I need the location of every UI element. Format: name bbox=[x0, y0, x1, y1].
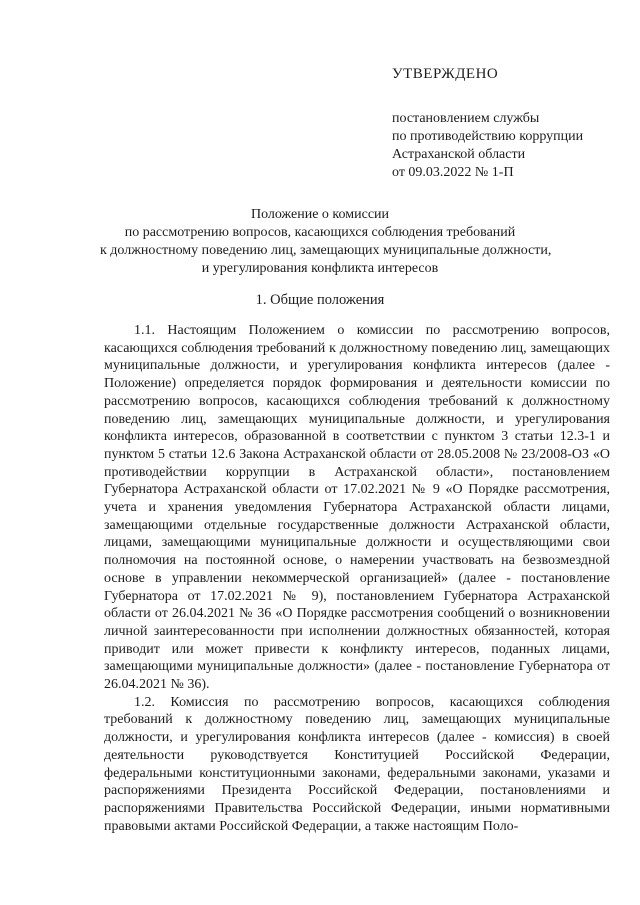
approval-line: по противодействию коррупции bbox=[392, 129, 584, 144]
document-title bbox=[100, 206, 552, 278]
section-heading: 1. Общие положения bbox=[255, 292, 385, 308]
body-text bbox=[104, 322, 610, 835]
paragraph: 1.2. Комиссия по рассмотрению вопросов, касающихся соблюдения требований к должностному поведению лиц, замещающих муниципальные должности, и урегулирования конфликта интересов (далее - комиссия) в своей деятельности руководствуется Конституцией Российской Федерации, федеральными конституционными законами, федеральными законами, указами и распоряжениями Президента Российской Федерации, постановлениями и распоряжениями Правительства Российской Федерации, иными нормативными правовыми актами Российской Федерации, а также настоящим Поло- bbox=[104, 694, 610, 834]
approval-line: от 09.03.2022 № 1-П bbox=[392, 165, 514, 180]
approval-block bbox=[392, 110, 583, 182]
paragraph: 1.1. Настоящим Положением о комиссии по рассмотрению вопросов, касающихся соблюдения требований к должностному поведению лиц, замещающих муниципальные должности, и урегулирования конфликта интересов (далее - Положение) определяется порядок формирования и деятельности комиссии по рассмотрению вопросов, касающихся соблюдения требований к должностному поведению лиц, замещающих муниципальные должности, и урегулирования конфликта интересов, образованной в соответствии с пунктом 3 статьи 12.3-1 и пунктом 5 статьи 12.6 Закона Астраханской области от 28.05.2008 № 23/2008-ОЗ «О противодействии коррупции в Астраханской области», постановлением Губернатора Астраханской области от 17.02.2021 № 9 «О Порядке рассмотрения, учета и хранения уведомления Губернатора Астраханской области лицами, замещающими отдельные государственные должности Астраханской области, лицами, замещающими муниципальные должности и осуществляющими свои полномочия на постоянной основе, о намерении участвовать на безвозмездной основе в управлении некоммерческой организацией» (далее - постановление Губернатора от 17.02.2021 № 9), постановлением Губернатора Астраханской области от 26.04.2021 № 36 «О Порядке рассмотрения сообщений о возникновении личной заинтересованности при исполнении должностных обязанностей, которая приводит или может привести к конфликту интересов, поданных лицами, замещающими муниципальные должности» (далее - постановление Губернатора от 26.04.2021 № 36). bbox=[104, 323, 610, 693]
approval-line: постановлением службы bbox=[392, 111, 540, 126]
document-title-line: к должностному поведению лиц, замещающих муниципальные должности, bbox=[100, 243, 552, 258]
approval-line: Астраханской области bbox=[392, 147, 526, 162]
document-title-line: и урегулирования конфликта интересов bbox=[201, 261, 439, 276]
approval-title: УТВЕРЖДЕНО bbox=[392, 66, 499, 82]
document-title-line: по рассмотрению вопросов, касающихся соблюдения требований bbox=[124, 225, 516, 240]
document-title-line: Положение о комиссии bbox=[250, 207, 390, 222]
